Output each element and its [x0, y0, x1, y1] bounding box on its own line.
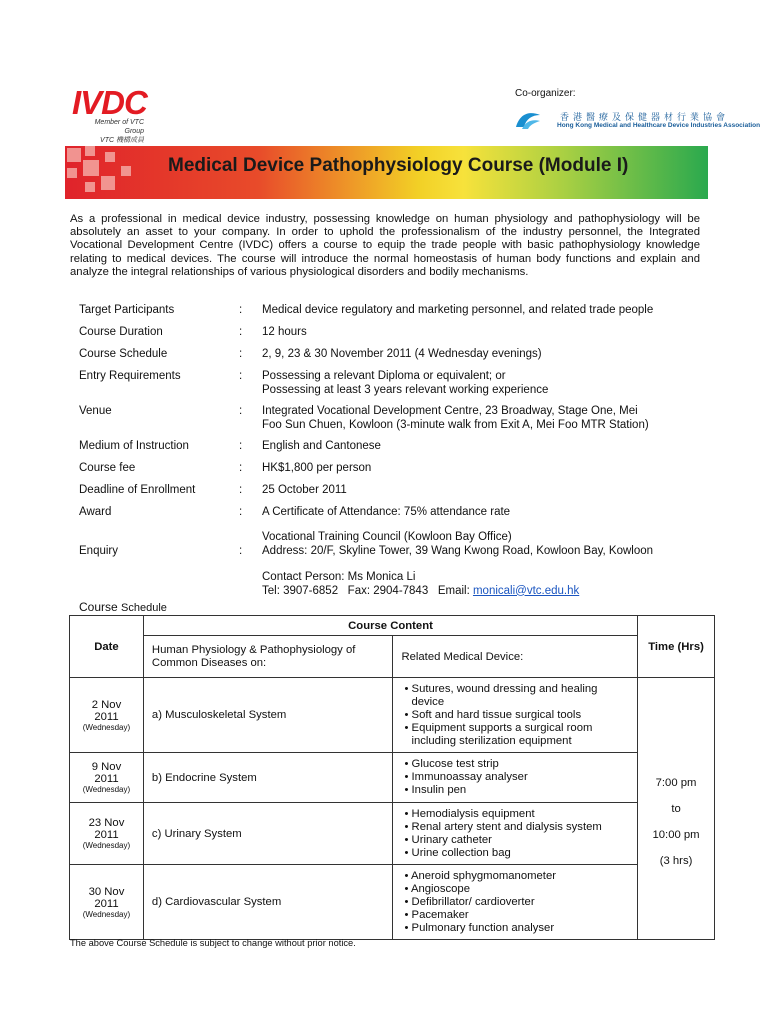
device-cell — [393, 753, 638, 803]
date-day: 23 Nov — [88, 817, 125, 829]
course-schedule-value: 2, 9, 23 & 30 November 2011 (4 Wednesday evenings) — [262, 348, 542, 360]
venue-line-1: Integrated Vocational Development Centre, 23 Broadway, Stage One, Mei — [262, 405, 638, 417]
device-item: • Insulin pen — [404, 784, 467, 796]
date-day: 9 Nov — [91, 761, 122, 773]
member-line-2: VTC 機構成員 — [100, 137, 144, 144]
device-item: • Aneroid sphygmomanometer — [404, 869, 556, 882]
time-to: to — [671, 803, 681, 815]
enquiry-value — [262, 531, 653, 558]
device-item: • Renal artery stent and dialysis system — [404, 820, 602, 833]
topic-cell: a) Musculoskeletal System — [143, 678, 393, 753]
enquiry-office: Vocational Training Council (Kowloon Bay Office) — [262, 531, 512, 543]
table-row — [70, 753, 715, 803]
venue-line-2: Foo Sun Chuen, Kowloon (3-minute walk from Exit A, Mei Foo MTR Station) — [262, 418, 649, 431]
schedule-heading — [79, 600, 167, 614]
hk-association-english-name: Hong Kong Medical and Healthcare Device Industries Association — [557, 122, 761, 129]
award-value: A Certificate of Attendance: 75% attendance rate — [262, 506, 511, 518]
course-schedule-label: Course Schedule — [79, 348, 168, 360]
course-duration-value: 12 hours — [262, 326, 307, 338]
device-item: • Immunoassay analyser — [404, 771, 528, 783]
schedule-footnote: The above Course Schedule is subject to change without prior notice. — [70, 938, 356, 948]
date-weekday: (Wednesday) — [82, 841, 131, 850]
date-cell — [70, 865, 144, 940]
date-cell — [70, 803, 144, 865]
member-of-vtc-text — [79, 118, 144, 145]
topic-cell: d) Cardiovascular System — [143, 865, 393, 940]
colon: : — [239, 326, 243, 338]
date-cell — [70, 753, 144, 803]
course-duration-label: Course Duration — [79, 326, 163, 338]
contact-email-link[interactable]: monicali@vtc.edu.hk — [472, 584, 580, 597]
time-duration: (3 hrs) — [659, 855, 693, 867]
device-item: • Urinary catheter — [404, 833, 492, 846]
table-row — [70, 865, 715, 940]
date-weekday: (Wednesday) — [82, 785, 131, 794]
enquiry-address: Address: 20/F, Skyline Tower, 39 Wang Kwong Road, Kowloon Bay, Kowloon — [262, 544, 654, 557]
course-fee-label: Course fee — [79, 462, 136, 474]
deadline-label: Deadline of Enrollment — [79, 484, 196, 496]
colon: : — [239, 506, 243, 518]
table-row — [70, 678, 715, 753]
coorganizer-label: Co-organizer: — [515, 88, 576, 99]
hk-association-chinese-name: 香港醫療及保健器材行業協會 — [560, 112, 730, 122]
target-participants-value: Medical device regulatory and marketing personnel, and related trade people — [262, 304, 654, 316]
date-year: 2011 — [94, 710, 119, 723]
contact-block — [262, 571, 579, 598]
schedule-heading-small: Schedule — [121, 602, 167, 614]
schedule-heading-word: Course — [79, 600, 122, 614]
enquiry-label: Enquiry — [79, 545, 118, 557]
award-label: Award — [79, 506, 112, 518]
venue-label: Venue — [79, 405, 112, 417]
entry-requirements-value — [262, 370, 548, 397]
schedule-table — [69, 615, 715, 940]
device-item: • Hemodialysis equipment — [404, 807, 535, 820]
venue-value — [262, 405, 649, 432]
topic-cell: b) Endocrine System — [143, 753, 393, 803]
course-content-header: Course Content — [143, 616, 637, 636]
entry-requirement-1: Possessing a relevant Diploma or equivalent; or — [262, 370, 506, 382]
intro-paragraph: As a professional in medical device industry, possessing knowledge on human physiology and pathophysiology will be absolutely an asset to your company. In order to uphold the professionalism of the industry personnel, the Integrated Vocational Development Centre (IVDC) offers a course to equip the trade people with basic pathophysiology knowledge relating to medical devices. The course will introduce the normal homeostasis of human body functions and explain and analyze the integral relationships of various physiological disorders and bodily mechanisms. — [70, 213, 700, 278]
device-item: • Pulmonary function analyser — [404, 921, 555, 934]
contact-tel-text: Tel: 3907-6852 Fax: 2904-7843 Email: — [262, 584, 473, 597]
course-fee-value: HK$1,800 per person — [262, 462, 372, 474]
page-title: Medical Device Pathophysiology Course (Module I) — [168, 155, 629, 176]
deadline-value: 25 October 2011 — [262, 484, 347, 496]
colon: : — [239, 440, 243, 452]
medium-value: English and Cantonese — [262, 440, 381, 452]
colon: : — [239, 462, 243, 474]
ivdc-logo: IVDC — [72, 84, 147, 121]
date-day: 30 Nov — [88, 885, 125, 898]
contact-person: Contact Person: Ms Monica Li — [262, 571, 416, 583]
time-end: 10:00 pm — [652, 829, 700, 841]
physiology-header: Human Physiology & Pathophysiology of Common Diseases on: — [143, 636, 393, 678]
colon: : — [239, 348, 243, 360]
date-day: 2 Nov — [91, 698, 122, 711]
device-cell — [393, 803, 638, 865]
medium-label: Medium of Instruction — [79, 440, 189, 452]
device-item: • Equipment supports a surgical room including sterilization equipment — [404, 721, 593, 747]
device-item: • Sutures, wound dressing and healing device — [404, 682, 598, 708]
colon: : — [239, 405, 243, 417]
table-row — [70, 803, 715, 865]
time-header: Time (Hrs) — [638, 616, 715, 678]
time-cell — [638, 678, 715, 940]
device-cell — [393, 865, 638, 940]
device-item: • Defibrillator/ cardioverter — [404, 895, 535, 908]
colon: : — [239, 370, 243, 382]
date-year: 2011 — [94, 829, 119, 841]
entry-requirements-label: Entry Requirements — [79, 370, 181, 382]
device-item: • Pacemaker — [404, 908, 469, 921]
date-year: 2011 — [94, 773, 119, 785]
colon: : — [239, 304, 243, 316]
topic-cell: c) Urinary System — [143, 803, 393, 865]
device-item: • Glucose test strip — [404, 758, 499, 770]
colon: : — [239, 484, 243, 496]
date-year: 2011 — [94, 897, 119, 910]
target-participants-label: Target Participants — [79, 304, 175, 316]
time-start: 7:00 pm — [655, 777, 697, 789]
device-item: • Urine collection bag — [404, 846, 511, 859]
device-header: Related Medical Device: — [393, 636, 638, 678]
colon: : — [239, 545, 243, 557]
entry-requirement-2: Possessing at least 3 years relevant working experience — [262, 383, 549, 396]
contact-tel-fax — [262, 585, 579, 599]
device-cell — [393, 678, 638, 753]
device-item: • Angioscope — [404, 882, 470, 895]
date-cell — [70, 678, 144, 753]
member-line-1: Member of VTC Group — [94, 119, 144, 135]
date-weekday: (Wednesday) — [82, 909, 131, 919]
device-item: • Soft and hard tissue surgical tools — [404, 708, 582, 721]
date-header: Date — [70, 616, 144, 678]
date-weekday: (Wednesday) — [82, 722, 131, 732]
hk-association-logo-icon — [514, 109, 542, 131]
